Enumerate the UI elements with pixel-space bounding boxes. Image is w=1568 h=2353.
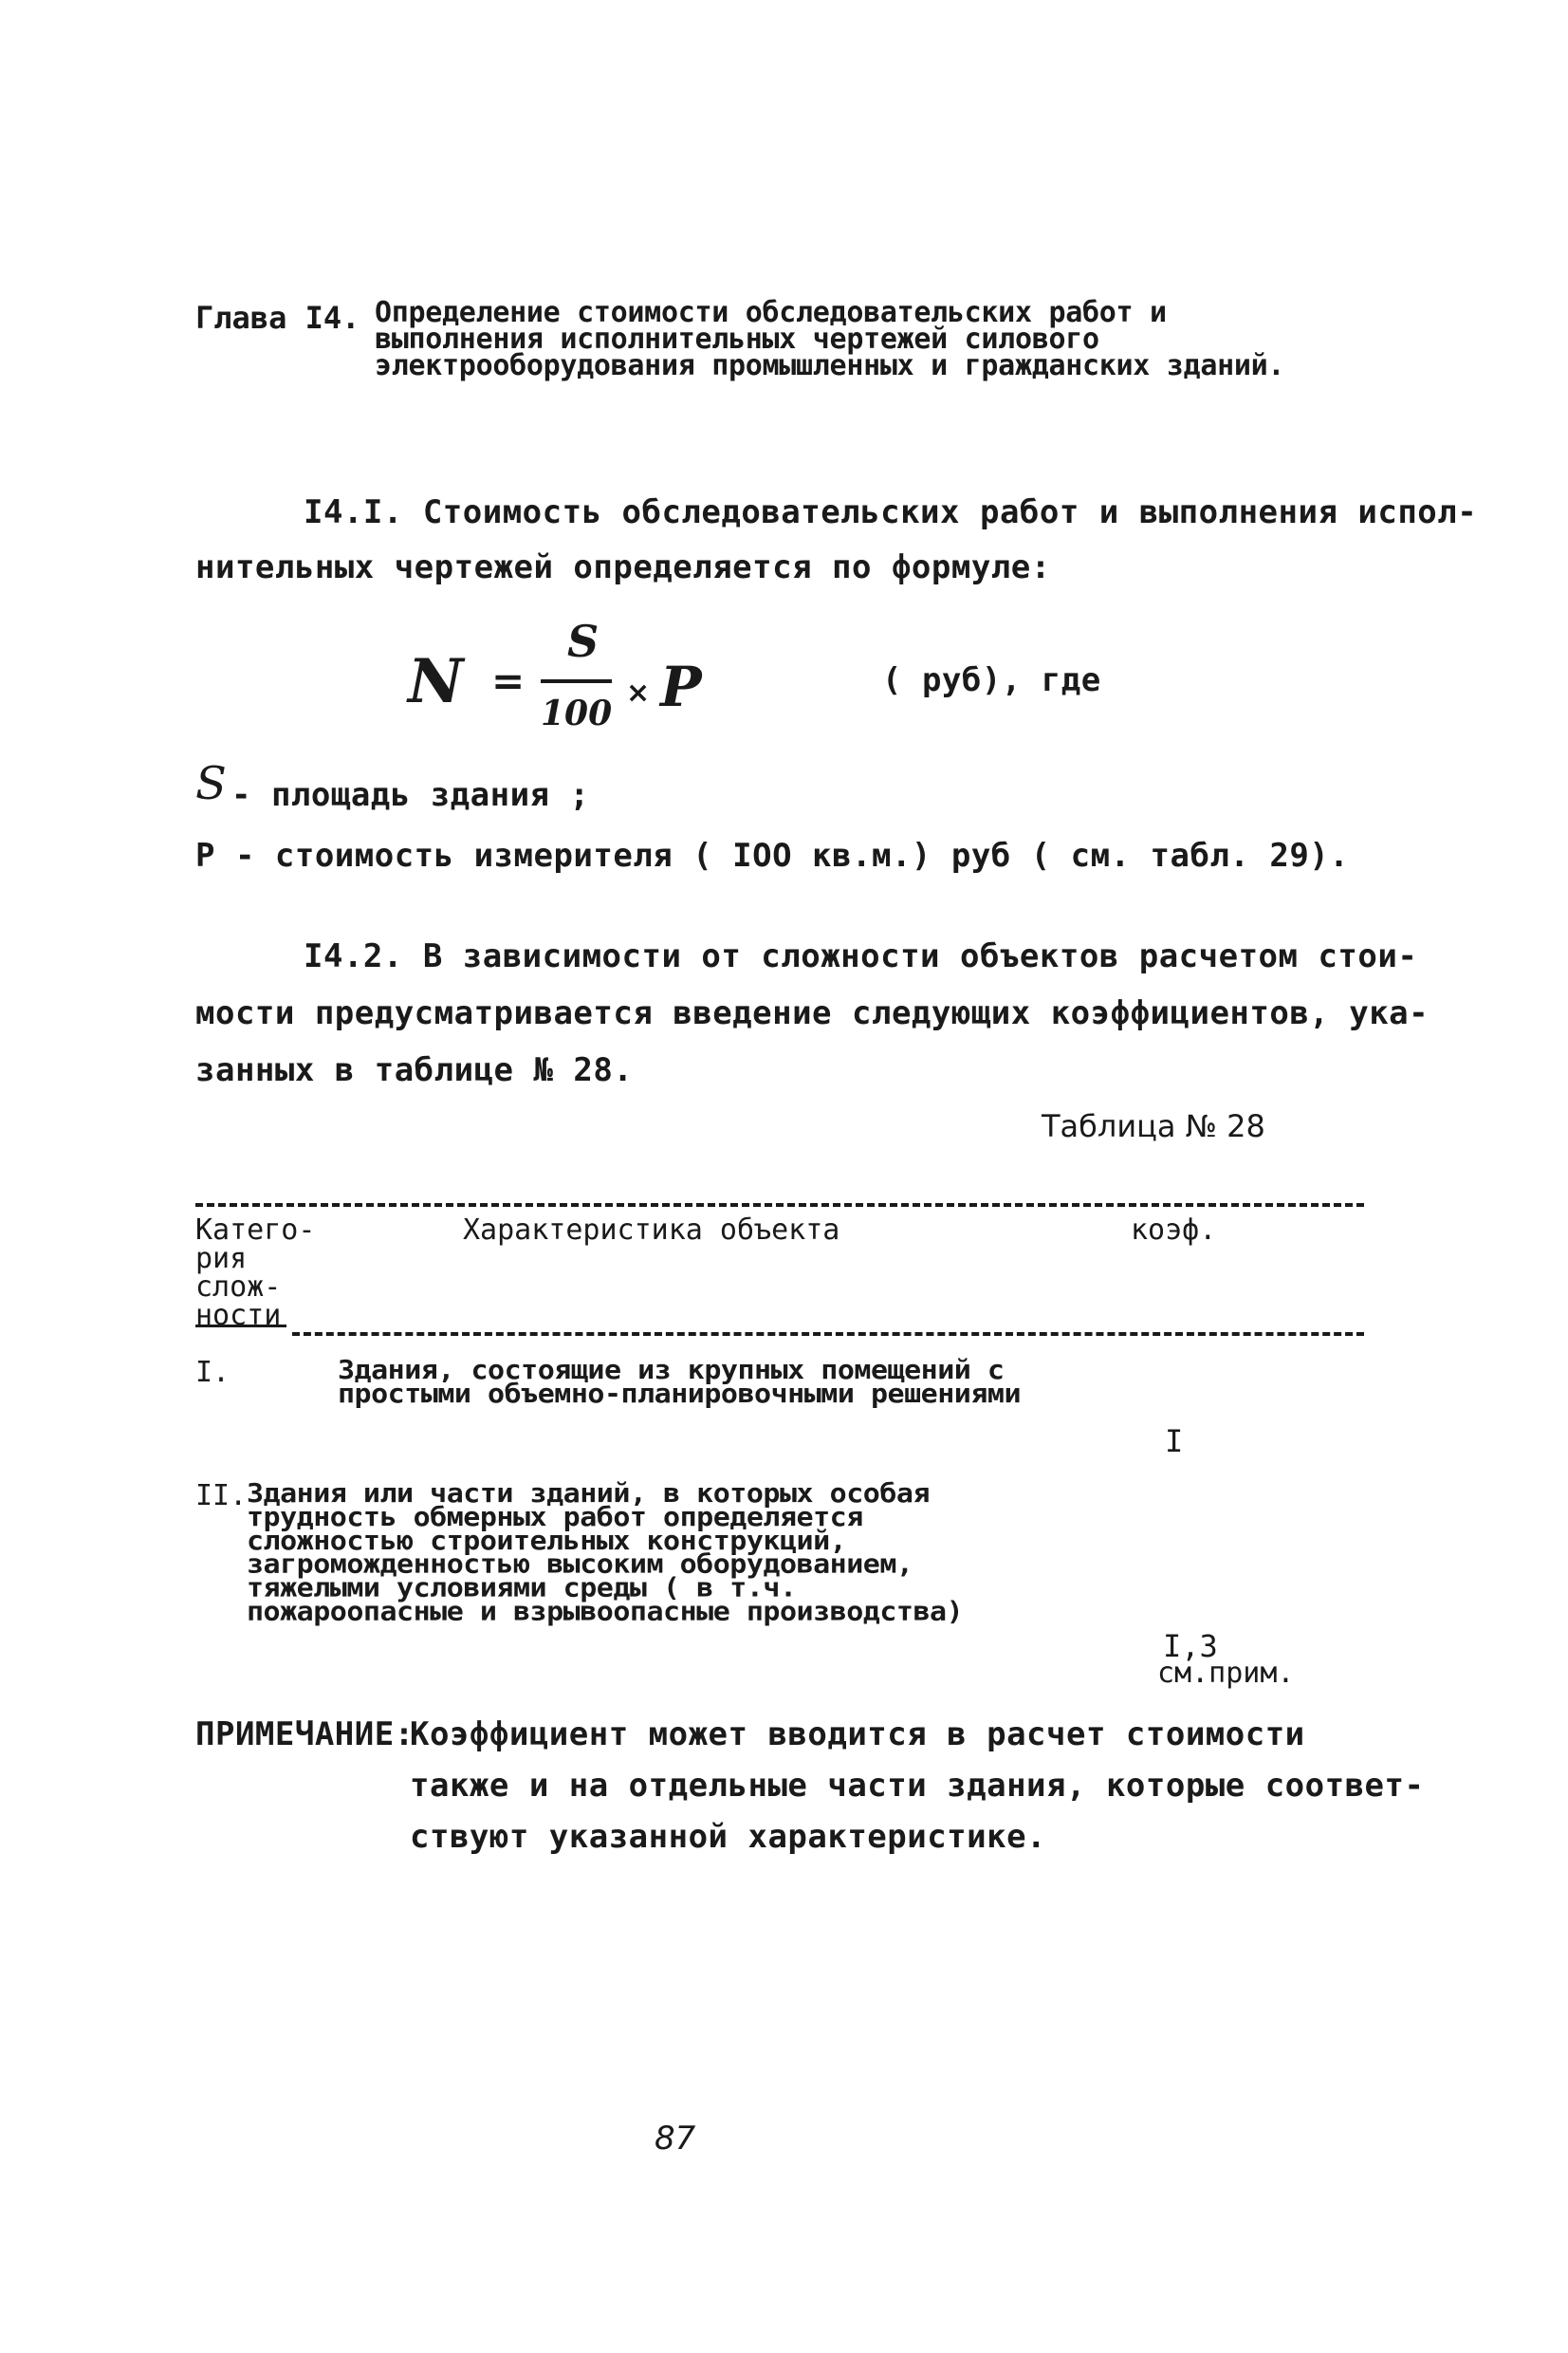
paragraph-14-2-line-1: I4.2. В зависимости от сложности объектов расчетом стои- — [304, 937, 1418, 975]
table-row-1-coef: I — [1165, 1423, 1184, 1459]
definition-s-text: - площадь здания ; — [231, 776, 590, 814]
table-row-2-category: II. — [195, 1479, 248, 1512]
cost-formula — [398, 607, 740, 740]
svg-text:=: = — [491, 658, 526, 704]
chapter-label: Глава I4. — [195, 300, 360, 336]
table-header-coef: коэф. — [1131, 1214, 1217, 1247]
paragraph-14-1-line-2: нительных чертежей определяется по формуле: — [195, 548, 1051, 586]
formula-operator: × — [626, 676, 651, 710]
note-label: ПРИМЕЧАНИЕ: — [195, 1715, 415, 1753]
table-row-1-category: I. — [195, 1356, 231, 1389]
definition-s-symbol: S — [195, 757, 227, 810]
table-row-1-description: Здания, состоящие из крупных помещений с простыми объемно-планировочными решениями — [338, 1355, 1022, 1410]
formula-denominator: 100 — [541, 694, 613, 733]
chapter-title: Определение стоимости обследовательских работ и выполнения исполнительных чертежей силового электрооборудования промышленных и гражданских зданий. — [375, 296, 1285, 382]
table-top-rule — [195, 1203, 1364, 1207]
formula-numerator: S — [567, 616, 600, 667]
note-line-2: также и на отдельные части здания, которые соответ- — [410, 1767, 1425, 1805]
table-row-2-coef-note: см.прим. — [1157, 1657, 1295, 1690]
table-row-2-coef: I,3 — [1163, 1628, 1218, 1664]
table-caption: Таблица № 28 — [1042, 1108, 1265, 1144]
table-header-rule — [292, 1332, 1364, 1336]
table-header-characteristic: Характеристика объекта — [463, 1214, 840, 1247]
note-line-3: ствуют указанной характеристике. — [410, 1818, 1047, 1856]
table-row-2-description: Здания или части зданий, в которых особая трудность обмерных работ определяется сложностью строительных конструкций, загроможденностью высоким оборудованием, тяжелыми условиями среды ( в т.ч. пожароопасные и взрывоопасные производства) — [247, 1478, 964, 1627]
formula-factor: P — [660, 655, 702, 719]
formula-lhs: N — [408, 646, 464, 717]
paragraph-14-2-line-3: занных в таблице № 28. — [195, 1051, 634, 1089]
formula-unit: ( руб), где — [882, 661, 1101, 699]
paragraph-14-1-line-1: I4.I. Стоимость обследовательских работ и выполнения испол- — [304, 493, 1478, 531]
page-number: 87 — [655, 2120, 696, 2158]
definition-p-text: Р - стоимость измерителя ( IOO кв.м.) руб ( см. табл. 29). — [195, 837, 1350, 875]
table-header-category: Катего- рия слож- ности — [195, 1214, 316, 1332]
paragraph-14-2-line-2: мости предусматривается введение следующих коэффициентов, ука- — [195, 994, 1430, 1032]
note-line-1: Коэффициент может вводится в расчет стоимости — [410, 1715, 1305, 1753]
